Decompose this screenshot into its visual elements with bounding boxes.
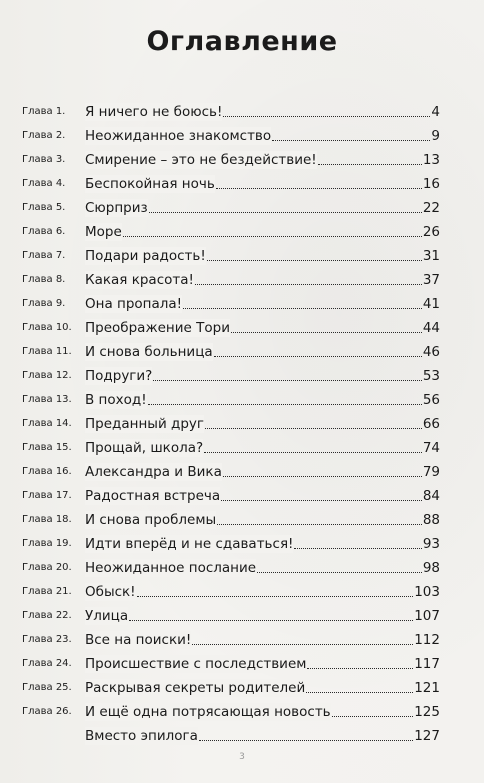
dot-leader: [223, 115, 430, 117]
chapter-title: Какая красота!: [85, 272, 194, 288]
chapter-number: Глава 24.: [22, 658, 72, 669]
chapter-title: Обыск!: [85, 584, 136, 600]
chapter-title: Раскрывая секреты родителей: [85, 680, 306, 696]
chapter-title: И снова больница: [85, 344, 213, 360]
dot-leader: [307, 667, 413, 669]
entry-line: [85, 703, 440, 721]
chapter-title: Радостная встреча: [85, 488, 221, 504]
toc-entry: [22, 697, 440, 721]
chapter-page: 74: [422, 440, 440, 456]
dot-leader: [183, 307, 422, 309]
dot-leader: [306, 691, 413, 693]
toc-entry: [22, 97, 440, 121]
toc-entry: [22, 337, 440, 361]
chapter-number: Глава 18.: [22, 514, 72, 525]
toc-entry: [22, 721, 440, 745]
chapter-page: 121: [414, 680, 440, 696]
dot-leader: [192, 643, 413, 645]
toc-entry: [22, 577, 440, 601]
toc-entry: [22, 385, 440, 409]
toc-entry: [22, 409, 440, 433]
chapter-page: 125: [414, 704, 440, 720]
toc-entry: [22, 145, 440, 169]
chapter-title: Преображение Тори: [85, 320, 230, 336]
dot-leader: [149, 211, 422, 213]
chapter-title: Преданный друг: [85, 416, 204, 432]
chapter-page: 117: [414, 656, 440, 672]
entry-line: [85, 319, 440, 337]
table-of-contents: [22, 97, 440, 745]
chapter-page: 22: [422, 200, 440, 216]
entry-line: [85, 655, 440, 673]
toc-entry: [22, 481, 440, 505]
chapter-title: Александра и Вика: [85, 464, 222, 480]
dot-leader: [294, 547, 421, 549]
toc-entry: [22, 193, 440, 217]
chapter-page: 79: [422, 464, 440, 480]
chapter-number: Глава 20.: [22, 562, 72, 573]
entry-line: [85, 127, 440, 145]
chapter-page: 9: [431, 128, 440, 144]
dot-leader: [153, 379, 421, 381]
chapter-page: 112: [414, 632, 440, 648]
chapter-title: В поход!: [85, 392, 147, 408]
entry-line: [85, 343, 440, 361]
chapter-number: Глава 16.: [22, 466, 72, 477]
toc-entry: [22, 361, 440, 385]
chapter-page: 46: [422, 344, 440, 360]
chapter-number: Глава 17.: [22, 490, 72, 501]
chapter-number: Глава 26.: [22, 706, 72, 717]
chapter-number: Глава 22.: [22, 610, 72, 621]
entry-line: [85, 271, 440, 289]
dot-leader: [231, 331, 422, 333]
entry-line: [85, 487, 440, 505]
chapter-number: Глава 9.: [22, 298, 66, 309]
chapter-page: 56: [422, 392, 440, 408]
entry-line: [85, 151, 440, 169]
toc-entry: [22, 649, 440, 673]
chapter-title: Беспокойная ночь: [85, 176, 215, 192]
entry-line: [85, 559, 440, 577]
chapter-title: Неожиданное послание: [85, 560, 257, 576]
entry-line: [85, 103, 440, 121]
entry-line: [85, 199, 440, 217]
chapter-page: 41: [422, 296, 440, 312]
chapter-page: 84: [422, 488, 440, 504]
chapter-title: Улица: [85, 608, 129, 624]
entry-line: [85, 727, 440, 745]
chapter-title: Прощай, школа?: [85, 440, 204, 456]
toc-entry: [22, 625, 440, 649]
chapter-page: 88: [422, 512, 440, 528]
dot-leader: [272, 139, 430, 141]
dot-leader: [195, 283, 422, 285]
dot-leader: [123, 235, 422, 237]
toc-entry: [22, 217, 440, 241]
dot-leader: [221, 499, 422, 501]
chapter-number: Глава 14.: [22, 418, 72, 429]
chapter-page: 103: [414, 584, 440, 600]
chapter-title: Я ничего не боюсь!: [85, 104, 223, 120]
chapter-page: 66: [422, 416, 440, 432]
chapter-number: Глава 21.: [22, 586, 72, 597]
dot-leader: [223, 475, 422, 477]
chapter-number: Глава 15.: [22, 442, 72, 453]
chapter-page: 16: [422, 176, 440, 192]
chapter-title: Смирение – это не бездействие!: [85, 152, 317, 168]
toc-entry: [22, 601, 440, 625]
entry-line: [85, 463, 440, 481]
entry-line: [85, 175, 440, 193]
dot-leader: [204, 451, 422, 453]
chapter-title: Она пропала!: [85, 296, 183, 312]
toc-entry: [22, 673, 440, 697]
dot-leader: [207, 259, 422, 261]
chapter-page: 37: [422, 272, 440, 288]
chapter-page: 4: [431, 104, 440, 120]
chapter-page: 26: [422, 224, 440, 240]
chapter-number: Глава 11.: [22, 346, 72, 357]
toc-entry: [22, 265, 440, 289]
toc-entry: [22, 169, 440, 193]
entry-line: [85, 439, 440, 457]
chapter-number: Глава 25.: [22, 682, 72, 693]
chapter-page: 98: [422, 560, 440, 576]
chapter-title: И снова проблемы: [85, 512, 217, 528]
dot-leader: [137, 595, 414, 597]
chapter-number: Глава 23.: [22, 634, 72, 645]
chapter-number: Глава 1.: [22, 106, 66, 117]
toc-entry: [22, 529, 440, 553]
chapter-page: 13: [422, 152, 440, 168]
dot-leader: [205, 427, 422, 429]
dot-leader: [199, 739, 413, 741]
chapter-page: 31: [422, 248, 440, 264]
toc-entry: [22, 289, 440, 313]
entry-line: [85, 535, 440, 553]
toc-entry: [22, 505, 440, 529]
chapter-page: 93: [422, 536, 440, 552]
chapter-title: Происшествие с последствием: [85, 656, 307, 672]
dot-leader: [217, 523, 422, 525]
entry-line: [85, 679, 440, 697]
dot-leader: [332, 715, 414, 717]
entry-line: [85, 511, 440, 529]
dot-leader: [148, 403, 422, 405]
toc-entry: [22, 241, 440, 265]
chapter-title: Подруги?: [85, 368, 153, 384]
chapter-title: Сюрприз: [85, 200, 148, 216]
chapter-number: [22, 743, 85, 745]
chapter-number: Глава 8.: [22, 274, 66, 285]
chapter-number: Глава 10.: [22, 322, 72, 333]
entry-line: [85, 583, 440, 601]
chapter-number: Глава 2.: [22, 130, 66, 141]
entry-line: [85, 247, 440, 265]
page-title: Оглавление: [146, 26, 338, 57]
chapter-page: 107: [414, 608, 440, 624]
chapter-title: Идти вперёд и не сдаваться!: [85, 536, 294, 552]
chapter-number: Глава 6.: [22, 226, 66, 237]
toc-entry: [22, 457, 440, 481]
entry-line: [85, 631, 440, 649]
chapter-title: И ещё одна потрясающая новость: [85, 704, 331, 720]
dot-leader: [214, 355, 422, 357]
toc-entry: [22, 313, 440, 337]
page-number: 3: [239, 752, 245, 762]
dot-leader: [216, 187, 422, 189]
chapter-number: Глава 3.: [22, 154, 66, 165]
toc-entry: [22, 433, 440, 457]
entry-line: [85, 607, 440, 625]
chapter-page: 127: [414, 728, 440, 744]
chapter-title: Вместо эпилога: [85, 728, 198, 744]
entry-line: [85, 391, 440, 409]
chapter-title: Неожиданное знакомство: [85, 128, 272, 144]
toc-entry: [22, 553, 440, 577]
chapter-number: Глава 5.: [22, 202, 66, 213]
dot-leader: [129, 619, 413, 621]
entry-line: [85, 295, 440, 313]
chapter-page: 44: [422, 320, 440, 336]
chapter-number: Глава 13.: [22, 394, 72, 405]
toc-entry: [22, 121, 440, 145]
dot-leader: [318, 163, 422, 165]
chapter-number: Глава 19.: [22, 538, 72, 549]
entry-line: [85, 367, 440, 385]
dot-leader: [257, 571, 422, 573]
entry-line: [85, 223, 440, 241]
chapter-title: Все на поиски!: [85, 632, 192, 648]
chapter-number: Глава 12.: [22, 370, 72, 381]
entry-line: [85, 415, 440, 433]
chapter-number: Глава 7.: [22, 250, 66, 261]
chapter-number: Глава 4.: [22, 178, 66, 189]
chapter-page: 53: [422, 368, 440, 384]
chapter-title: Подари радость!: [85, 248, 206, 264]
chapter-title: Море: [85, 224, 122, 240]
